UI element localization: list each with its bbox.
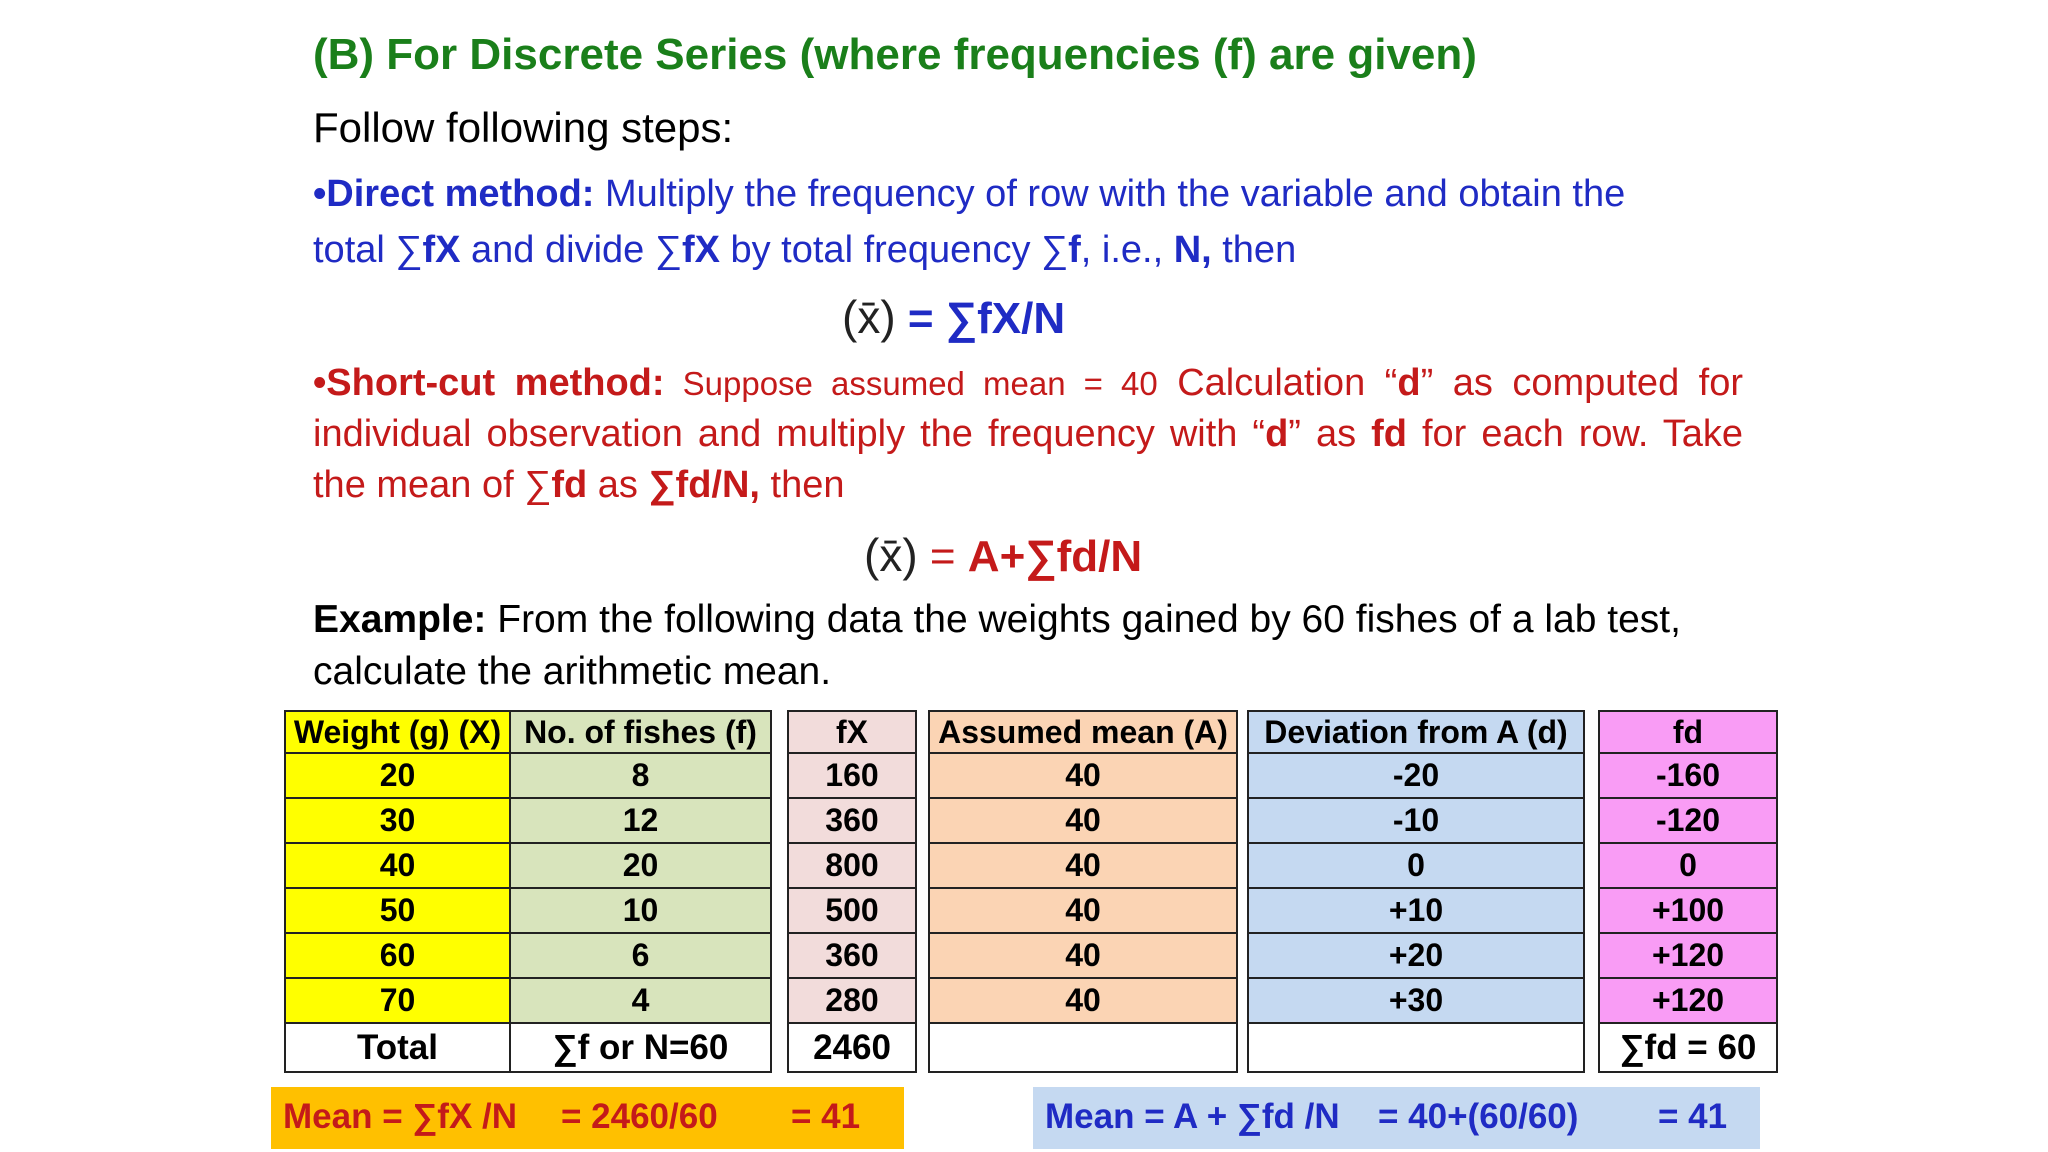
table-cell: 12 <box>510 798 771 843</box>
table-cell <box>929 1023 1237 1072</box>
table-row <box>929 933 1237 978</box>
page-title: (B) For Discrete Series (where frequencies (f) are given) <box>313 30 1477 79</box>
table-row <box>1248 843 1584 888</box>
table-fx <box>787 710 917 1073</box>
table-row <box>788 978 916 1023</box>
header-weight: Weight (g) (X) <box>285 711 510 753</box>
table-cell: 500 <box>788 888 916 933</box>
table-row <box>1248 888 1584 933</box>
direct-method-label: •Direct method: <box>313 173 595 215</box>
table-row <box>929 753 1237 798</box>
table-row <box>285 978 771 1023</box>
direct-method-paragraph: •Direct method: Multiply the frequency of row with the variable and obtain the total ∑fX and divide ∑fX by total frequency ∑f, i.e., N, then <box>313 173 1626 271</box>
table-cell: ∑fd = 60 <box>1599 1023 1777 1072</box>
table-row <box>1599 933 1777 978</box>
total-row <box>1599 1023 1777 1072</box>
table-cell: 40 <box>285 843 510 888</box>
table-cell: ∑f or N=60 <box>510 1023 771 1072</box>
table-cell: -160 <box>1599 753 1777 798</box>
table-row <box>285 888 771 933</box>
table-cell: 20 <box>285 753 510 798</box>
table-fd <box>1598 710 1778 1073</box>
table-row <box>788 843 916 888</box>
table-cell: 40 <box>929 843 1237 888</box>
table-row <box>1599 888 1777 933</box>
table-row <box>929 978 1237 1023</box>
shortcut-formula: (x̄) = A+∑fd/N <box>864 529 1143 581</box>
table-cell: 20 <box>510 843 771 888</box>
table-cell: +120 <box>1599 933 1777 978</box>
table-row <box>1599 978 1777 1023</box>
total-row <box>929 1023 1237 1072</box>
table-cell: 2460 <box>788 1023 916 1072</box>
table-cell: 30 <box>285 798 510 843</box>
shortcut-mean-result: Mean = A + ∑fd /N = 40+(60/60) = 41 <box>1033 1087 1760 1149</box>
table-cell: Total <box>285 1023 510 1072</box>
table-cell: -10 <box>1248 798 1584 843</box>
header-fd: fd <box>1599 711 1777 753</box>
table-cell: 40 <box>929 753 1237 798</box>
table-assumed-mean <box>928 710 1238 1073</box>
table-row <box>1248 753 1584 798</box>
header-assumed: Assumed mean (A) <box>929 711 1237 753</box>
table-cell: 40 <box>929 978 1237 1023</box>
table-cell: -120 <box>1599 798 1777 843</box>
table-deviation <box>1247 710 1585 1073</box>
header-fishes: No. of fishes (f) <box>510 711 771 753</box>
table-cell <box>1248 1023 1584 1072</box>
table-row <box>285 798 771 843</box>
table-row <box>1248 798 1584 843</box>
table-row <box>1248 978 1584 1023</box>
shortcut-method-label: •Short-cut method: <box>313 362 665 404</box>
total-row <box>285 1023 771 1072</box>
table-row <box>1599 843 1777 888</box>
table-row <box>788 753 916 798</box>
table-row <box>788 933 916 978</box>
table-cell: +10 <box>1248 888 1584 933</box>
shortcut-method-paragraph: •Short-cut method: Suppose assumed mean = 40 Calculation “d” as computed for individual observation and multiply the frequency with “d” as fd for each row. Take the mean of ∑fd as ∑fd/N, then <box>313 362 1744 506</box>
table-cell: 10 <box>510 888 771 933</box>
table-cell: 40 <box>929 933 1237 978</box>
direct-mean-result: Mean = ∑fX /N = 2460/60 = 41 <box>271 1087 904 1149</box>
table-cell: 160 <box>788 753 916 798</box>
table-cell: +100 <box>1599 888 1777 933</box>
table-cell: 800 <box>788 843 916 888</box>
table-row <box>285 843 771 888</box>
example-label: Example: <box>313 598 487 641</box>
table-cell: +20 <box>1248 933 1584 978</box>
table-cell: +120 <box>1599 978 1777 1023</box>
table-row <box>929 888 1237 933</box>
table-cell: +30 <box>1248 978 1584 1023</box>
table-cell: 360 <box>788 798 916 843</box>
table-row <box>1599 798 1777 843</box>
table-weight-fishes <box>284 710 772 1073</box>
table-row <box>1248 933 1584 978</box>
table-cell: 40 <box>929 888 1237 933</box>
total-row <box>1248 1023 1584 1072</box>
xbar-symbol: (x̄) <box>842 291 896 343</box>
table-cell: 70 <box>285 978 510 1023</box>
steps-intro: Follow following steps: <box>313 104 734 151</box>
table-row <box>788 798 916 843</box>
table-cell: 0 <box>1248 843 1584 888</box>
table-cell: 4 <box>510 978 771 1023</box>
table-row <box>285 753 771 798</box>
example-text: Example: From the following data the weights gained by 60 fishes of a lab test, calculate the arithmetic mean. <box>313 598 1681 693</box>
table-cell: 360 <box>788 933 916 978</box>
total-row <box>788 1023 916 1072</box>
table-cell: 0 <box>1599 843 1777 888</box>
table-row <box>788 888 916 933</box>
table-cell: -20 <box>1248 753 1584 798</box>
table-row <box>285 933 771 978</box>
header-deviation: Deviation from A (d) <box>1248 711 1584 753</box>
header-fx: fX <box>788 711 916 753</box>
table-cell: 8 <box>510 753 771 798</box>
table-cell: 50 <box>285 888 510 933</box>
table-row <box>929 843 1237 888</box>
table-row <box>1599 753 1777 798</box>
direct-formula: (x̄) = ∑fX/N <box>842 291 1066 343</box>
table-row <box>929 798 1237 843</box>
table-cell: 6 <box>510 933 771 978</box>
xbar-symbol: (x̄) <box>864 529 918 581</box>
table-cell: 40 <box>929 798 1237 843</box>
table-cell: 60 <box>285 933 510 978</box>
table-cell: 280 <box>788 978 916 1023</box>
